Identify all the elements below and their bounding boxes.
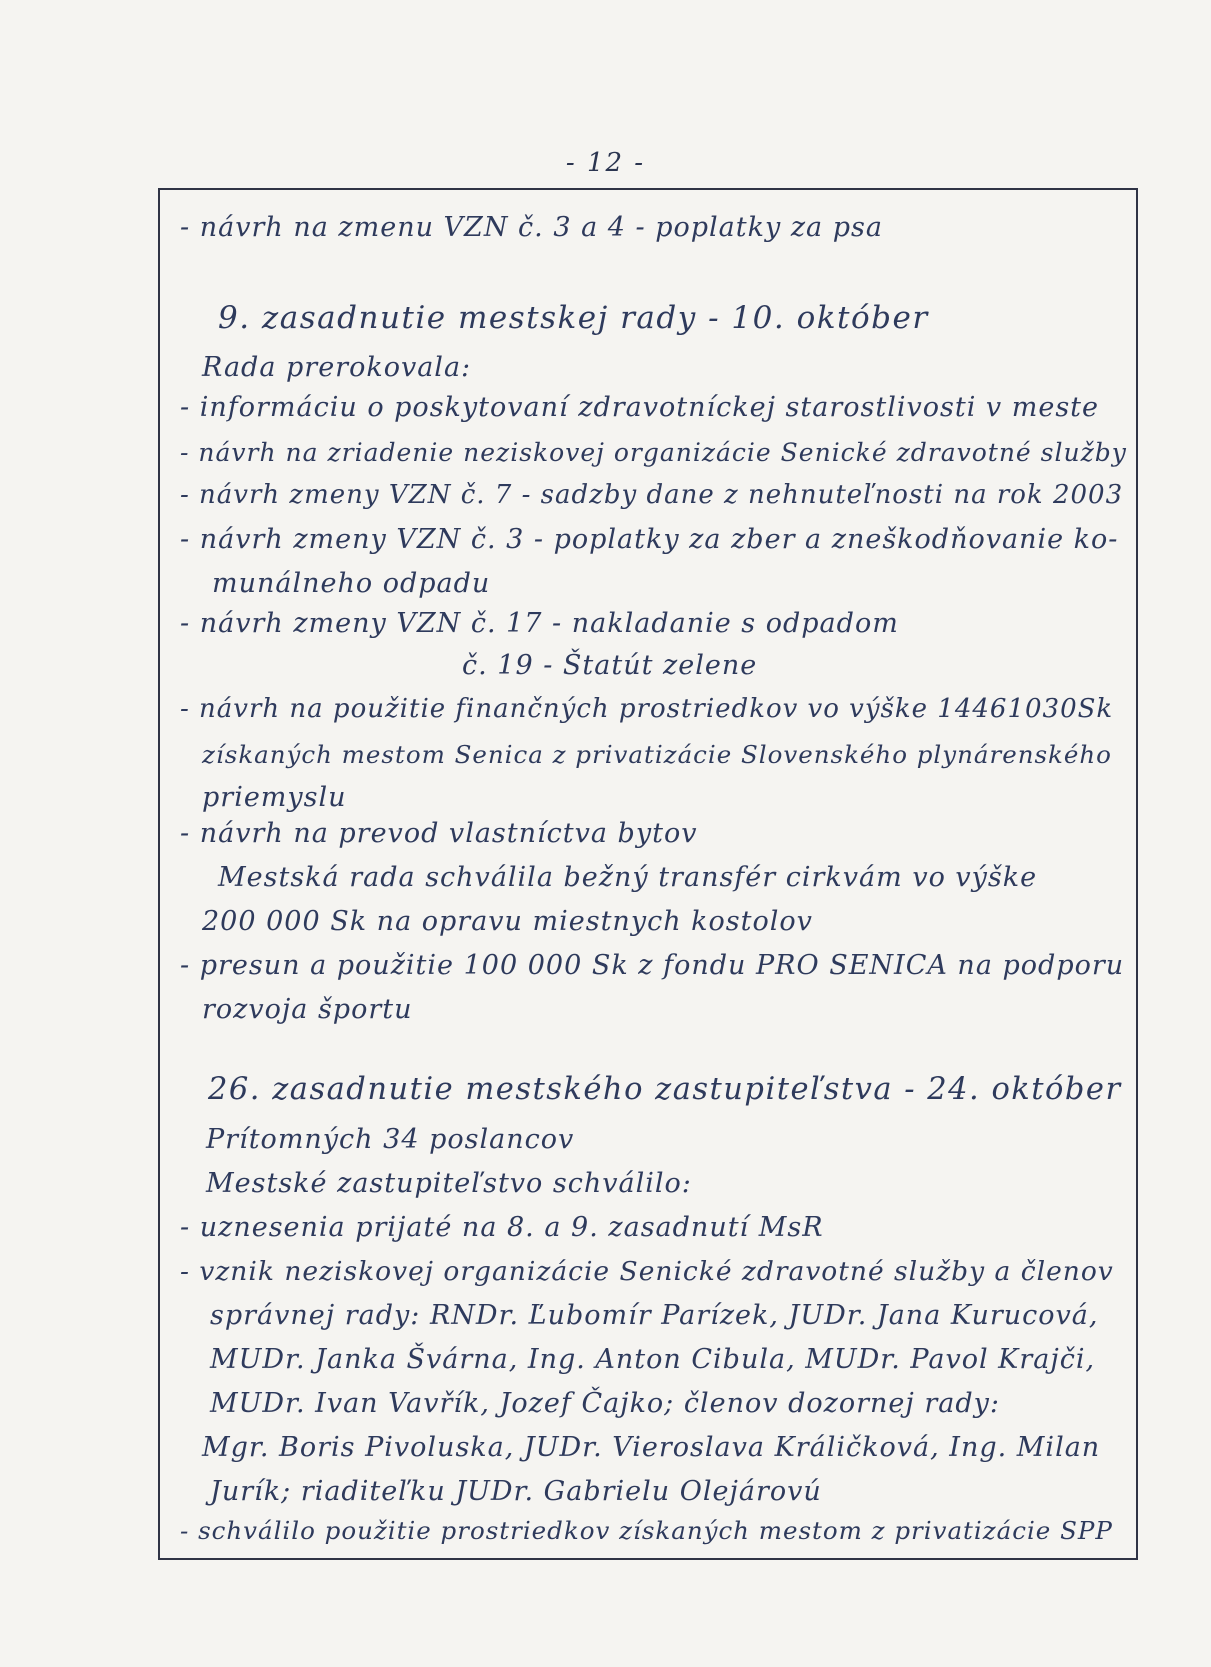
page-number: - 12 -: [565, 148, 646, 178]
text-line: Rada prerokovala:: [202, 352, 472, 383]
text-line: - návrh na zriadenie neziskovej organizácie Senické zdravotné služby: [180, 438, 1127, 467]
text-line: Prítomných 34 poslancov: [206, 1124, 575, 1155]
text-line: - návrh na použitie finančných prostriedkov vo výške 14461030Sk: [180, 694, 1114, 724]
text-line: správnej rady: RNDr. Ľubomír Parízek, JUDr. Jana Kurucová,: [210, 1300, 1099, 1331]
text-line: MUDr. Janka Švárna, Ing. Anton Cibula, MUDr. Pavol Krajči,: [210, 1344, 1096, 1375]
text-line: - presun a použitie 100 000 Sk z fondu PRO SENICA na podporu: [180, 950, 1125, 981]
text-line: č. 19 - Štatút zelene: [462, 650, 758, 681]
text-line: - uznesenia prijaté na 8. a 9. zasadnutí MsR: [180, 1212, 824, 1243]
text-line: - návrh zmeny VZN č. 17 - nakladanie s odpadom: [180, 608, 899, 639]
text-line: - schválilo použitie prostriedkov získaných mestom z privatizácie SPP: [180, 1516, 1113, 1545]
text-line: - návrh na zmenu VZN č. 3 a 4 - poplatky za psa: [180, 212, 883, 243]
text-line: Mestská rada schválila bežný transfér cirkvám vo výške: [218, 862, 1038, 893]
text-line: - návrh zmeny VZN č. 3 - poplatky za zber a zneškodňovanie ko-: [180, 524, 1119, 555]
text-line: Mestské zastupiteľstvo schválilo:: [206, 1168, 692, 1199]
text-line: - návrh zmeny VZN č. 7 - sadzby dane z nehnuteľnosti na rok 2003: [180, 480, 1124, 510]
text-line: - vznik neziskovej organizácie Senické zdravotné služby a členov: [180, 1256, 1114, 1287]
text-line: MUDr. Ivan Vavřík, Jozef Čajko; členov dozornej rady:: [210, 1388, 1000, 1419]
text-line: Jurík; riaditeľku JUDr. Gabrielu Olejárovú: [210, 1476, 822, 1507]
text-line: 200 000 Sk na opravu miestnych kostolov: [202, 906, 813, 937]
text-line: - návrh na prevod vlastníctva bytov: [180, 818, 698, 849]
section-heading: 9. zasadnutie mestskej rady - 10. október: [218, 300, 929, 336]
text-line: Mgr. Boris Pivoluska, JUDr. Vieroslava Králičková, Ing. Milan: [202, 1432, 1101, 1463]
text-line: získaných mestom Senica z privatizácie Slovenského plynárenského: [202, 740, 1112, 769]
text-line: munálneho odpadu: [212, 568, 491, 599]
text-line: priemyslu: [202, 782, 347, 813]
section-heading: 26. zasadnutie mestského zastupiteľstva - 24. október: [208, 1072, 1122, 1107]
text-line: rozvoja športu: [202, 994, 413, 1025]
text-line: - informáciu o poskytovaní zdravotníckej starostlivosti v meste: [180, 392, 1100, 423]
